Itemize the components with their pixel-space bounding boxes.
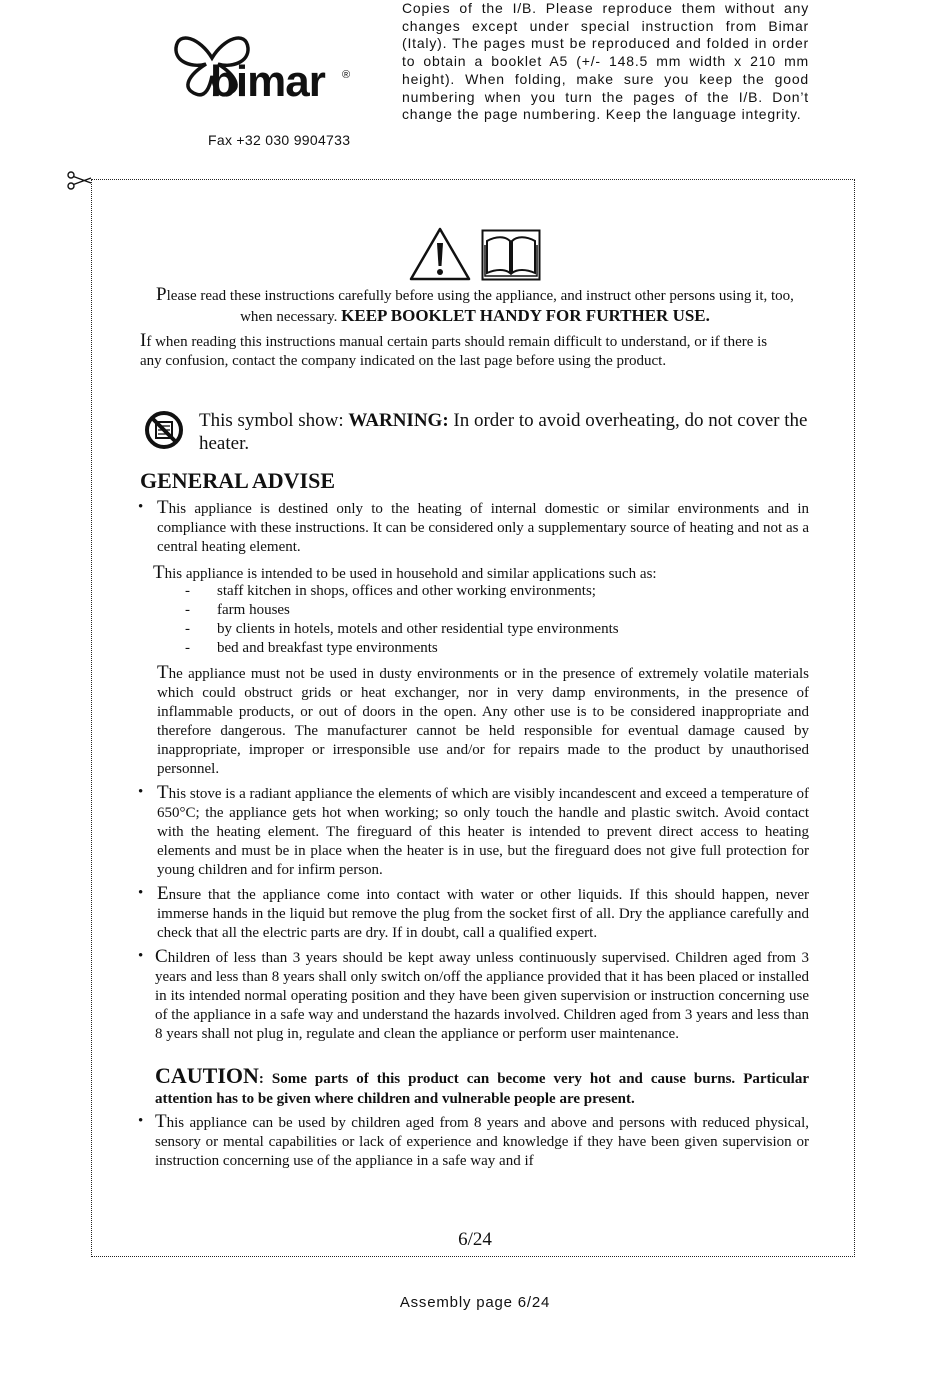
bullet-icon: • [138,948,144,964]
bullet-icon: • [138,784,144,800]
bullet-icon: • [138,1113,144,1129]
manual-book-icon [481,229,541,281]
section-title: GENERAL ADVISE [140,468,336,493]
list-item: - staff kitchen in shops, offices and other working environments; [185,583,596,599]
reproduction-note: Copies of the I/B. Please reproduce them without any changes except under special instruction from Bimar (Italy). The pages must be reproduced and folded in order to obtain a booklet A5 (+/- 148.5 mm width x 210 mm height). When folding, make sure you keep the good numbering when you turn the pages of the I/B. Don’t change the page numbering. Keep the language integrity. [402,0,809,123]
bullet-icon: • [138,499,144,515]
list-item: - farm houses [185,602,290,618]
scissors-icon [66,170,92,192]
bimar-logo [170,28,360,106]
advise-item-radiant-stove: This stove is a radiant appliance the elements of which are visibly incandescent and exceed a temperature of 650°C; the appliance gets hot when working; so only touch the handle and plastic switch. Avoid contact with the heating element. The fireguard of this heater is intended to prevent direct access to heating elements and must be in place when the heater is in use, but the fireguard does not give full protection for young children and for infirm person. [157,782,809,878]
svg-text:bimar: bimar [210,57,325,106]
do-not-cover-icon [144,410,184,450]
fax-number: Fax +32 030 9904733 [208,132,351,148]
intended-use-intro: This appliance is intended to be used in household and similar applications such as: [153,562,657,583]
intro-paragraph: Please read these instructions carefully before using the appliance, and instruct other persons using it, too, when necessary. KEEP BOOKLET HANDY FOR FURTHER USE. [156,284,794,325]
bullet-icon: • [138,885,144,901]
confusion-paragraph: If when reading this instructions manual certain parts should remain difficult to understand, or if there is any confusion, contact the company indicated on the last page before using the product. [140,330,768,369]
assembly-page-label: Assembly page 6/24 [399,1294,551,1311]
advise-item-children: Children of less than 3 years should be kept away unless continuously supervised. Children aged from 3 years and less than 8 years shall only switch on/off the appliance provided that it has been placed or installed in its intended normal operating position and they have been given supervision or instruction concerning use of the appliance in a safe way and understand the hazards involved. Children aged from 3 years and less than 8 years shall not plug in, regulate and clean the appliance or perform user maintenance. [155,946,809,1042]
advise-item-domestic-use: This appliance is destined only to the heating of internal domestic or similar environments and in compliance with these instructions. It can be considered only a supplementary source of heating and not as a central heating element. [157,497,809,555]
list-item: - by clients in hotels, motels and other residential type environments [185,621,619,637]
caution-note: CAUTION: Some parts of this product can become very hot and cause burns. Particular attention has to be given where children and vulnerable people are present. [155,1063,809,1107]
warning-triangle-icon [408,226,472,282]
advise-item-water: Ensure that the appliance come into contact with water or other liquids. If this should happen, never immerse hands in the liquid but remove the plug from the socket first of all. Dry the appliance carefully and check that all the electric parts are dry. If in doubt, call a qualified expert. [157,883,809,941]
page-number: 6/24 [458,1229,492,1250]
advise-item-environments: The appliance must not be used in dusty environments or in the presence of extremely volatile materials which could obstruct grids or heat exchanger, nor in very damp environments, in the presence of inflammable products, or out of doors in the open. Any other use is to be considered inappropriate and therefore dangerous. The manufacturer cannot be held responsible for eventual damage caused by inappropriate, improper or irresponsible use and/or for repairs made to the product by unauthorised personnel. [157,662,809,777]
cover-warning-text: This symbol show: WARNING: In order to avoid overheating, do not cover the heater. [199,410,808,454]
advise-item-supervision: This appliance can be used by children aged from 8 years and above and persons with reduced physical, sensory or mental capabilities or lack of experience and knowledge if they have been given supervision or instruction concerning use of the appliance in a safe way and if [155,1111,809,1169]
list-item: - bed and breakfast type environments [185,640,438,656]
svg-text:®: ® [342,69,351,81]
